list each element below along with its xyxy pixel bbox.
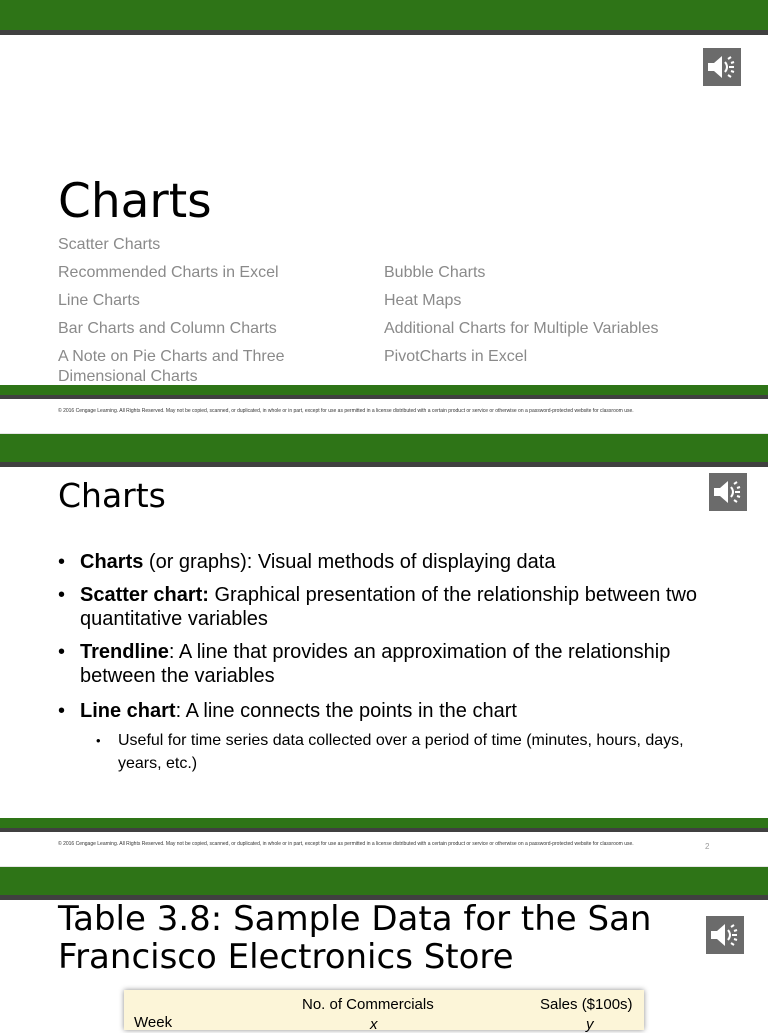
column-header-commercials: No. of Commercials [302, 996, 434, 1013]
column-subheader-y: y [586, 1016, 594, 1033]
audio-button[interactable] [709, 473, 747, 511]
topic-multivariable-charts: Additional Charts for Multiple Variables [384, 320, 659, 337]
column-header-week: Week [134, 1014, 173, 1031]
copyright-notice: © 2016 Cengage Learning. All Rights Reserved. May not be copied, scanned, or duplicated, in whole or in part, except for use as permitted in a license distributed with a certain product or service or otherwise on a password-protected website for classroom use. [58, 841, 634, 847]
topic-recommended-charts: Recommended Charts in Excel [58, 264, 279, 281]
speaker-icon [709, 473, 747, 511]
bullet-term: Trendline [80, 641, 169, 663]
bullet-text: : A line connects the points in the chart [175, 700, 517, 722]
slide-title: Charts [58, 476, 166, 515]
sub-bullet-time-series [96, 729, 706, 775]
topic-heat-maps: Heat Maps [384, 292, 462, 309]
speaker-icon [706, 916, 744, 954]
bullet-dot: • [96, 733, 101, 748]
bullet-dot: • [58, 641, 66, 663]
top-accent-bar [0, 434, 768, 462]
column-subheader-x: x [370, 1016, 378, 1033]
speaker-icon [703, 48, 741, 86]
footer-divider [0, 395, 768, 399]
sample-data-table [124, 990, 644, 1033]
copyright-notice: © 2016 Cengage Learning. All Rights Reserved. May not be copied, scanned, or duplicated, in whole or in part, except for use as permitted in a license distributed with a certain product or service or otherwise on a password-protected website for classroom use. [58, 408, 634, 414]
topic-line-charts: Line Charts [58, 292, 140, 309]
slide-title: Charts [58, 174, 212, 229]
bullet-dot: • [58, 584, 66, 606]
top-accent-bar [0, 867, 768, 895]
audio-button[interactable] [703, 48, 741, 86]
top-divider [0, 30, 768, 35]
bullet-dot: • [58, 700, 66, 722]
slide-title: Table 3.8: Sample Data for the San Francisco Electronics Store [58, 899, 652, 977]
bullet-charts [58, 550, 708, 574]
bullet-text: : A line that provides an approximation of the relationship between the variables [80, 641, 671, 687]
top-accent-bar [0, 0, 768, 30]
bullet-term: Line chart [80, 700, 176, 722]
bullet-trendline [58, 640, 708, 688]
bullet-text: Graphical presentation of the relationship between two quantitative variables [80, 584, 698, 630]
topic-bubble-charts: Bubble Charts [384, 264, 486, 281]
footer-accent-bar [0, 385, 768, 395]
footer-accent-bar [0, 818, 768, 828]
bullet-dot: • [58, 551, 66, 573]
bullet-scatter-chart [58, 583, 708, 631]
bullet-line-chart [58, 699, 708, 723]
bullet-term: Scatter chart: [80, 584, 209, 606]
topic-pie-3d-charts: A Note on Pie Charts and Three Dimensional Charts [58, 348, 285, 385]
audio-button[interactable] [706, 916, 744, 954]
sub-bullet-text: Useful for time series data collected over a period of time (minutes, hours, days, years, etc.) [118, 732, 684, 772]
topic-pivotcharts: PivotCharts in Excel [384, 348, 528, 365]
page-number: 2 [705, 842, 710, 851]
topic-scatter-charts: Scatter Charts [58, 236, 161, 253]
bullet-term: Charts [80, 551, 144, 573]
topic-bar-column-charts: Bar Charts and Column Charts [58, 320, 277, 337]
top-divider [0, 462, 768, 467]
bullet-text: (or graphs): Visual methods of displaying data [143, 551, 556, 573]
footer-divider [0, 828, 768, 832]
column-header-sales: Sales ($100s) [540, 996, 633, 1013]
